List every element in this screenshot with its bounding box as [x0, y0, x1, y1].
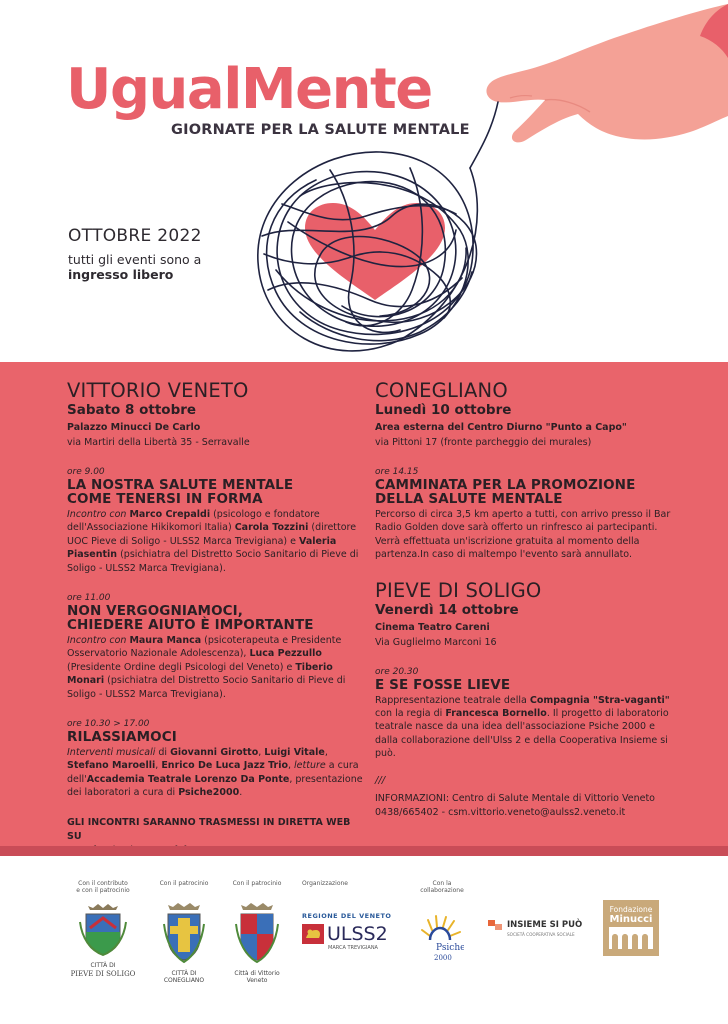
event-title-line: CAMMINATA PER LA PROMOZIONE: [375, 477, 636, 493]
logo-pieve-di-soligo: [70, 880, 136, 978]
desc-text: Rappresentazione teatrale della: [375, 694, 530, 706]
desc-text: (Presidente Ordine degli Psicologi del Veneto) e: [67, 661, 296, 673]
event-date: OTTOBRE 2022: [68, 226, 202, 246]
event-day: Venerdì 14 ottobre: [375, 601, 519, 618]
event-title-line: LA NOSTRA SALUTE MENTALE: [67, 477, 294, 493]
event-description: [375, 694, 675, 761]
desc-intro: Incontro con: [67, 635, 127, 647]
venue-address: Via Guglielmo Marconi 16: [375, 636, 497, 648]
desc-text: , presentazione dei laboratori a cura di: [67, 773, 363, 799]
speaker-name: Valeria Piasentin: [67, 535, 337, 561]
free-entry-bold: ingresso libero: [68, 267, 174, 282]
event-title-line: CHIEDERE AIUTO È IMPORTANTE: [67, 617, 314, 634]
event-time: ore 20.30: [375, 666, 419, 677]
desc-intro: Interventi musicali: [67, 747, 156, 759]
desc-text: ,: [288, 760, 295, 772]
desc-text: a cura dell': [67, 760, 359, 785]
event-item: [67, 467, 367, 575]
event-title-line: NON VERGOGNIAMOCI,: [67, 603, 244, 620]
info-line: INFORMAZIONI: Centro di Salute Mentale di Vittorio Veneto: [375, 792, 655, 804]
program-panel: [0, 362, 728, 856]
event-item: [67, 719, 367, 800]
performer-name: Giovanni Girotto: [170, 747, 259, 759]
logo-caption: Con il patrocinio: [232, 880, 282, 887]
logo-insieme-si-puo: [486, 880, 586, 937]
hand-icon: [486, 4, 728, 142]
event-item: [375, 467, 675, 562]
heart-icon: [305, 203, 445, 300]
desc-text: (psichiatra del Distretto Socio Sanitario di Pieve di Soligo - ULSS2 Marca Trevigiana).: [67, 675, 346, 700]
logo-caption: Organizzazione: [302, 880, 348, 887]
event-title: UgualMente: [66, 57, 432, 122]
lion-emblem-icon: [302, 924, 324, 944]
event-description: [67, 746, 367, 800]
live-stream-notice: GLI INCONTRI SARANNO TRASMESSI IN DIRETTA WEB SU: [67, 816, 351, 842]
info-contact: [375, 792, 675, 820]
desc-text: con la regia di: [375, 708, 446, 720]
speaker-name: Maura Manca: [129, 635, 202, 647]
logo-psiche2000: [412, 880, 472, 968]
venue-name: Palazzo Minucci De Carlo: [67, 422, 201, 433]
event-title-line: E SE FOSSE LIEVE: [375, 676, 511, 693]
crest-pieve-icon: [78, 902, 128, 956]
logo-caption: e con il patrocinio: [76, 887, 130, 894]
logo-text: CITTÀ DI CONEGLIANO: [163, 970, 205, 984]
event-item: [375, 667, 675, 761]
organization-name: Accademia Teatrale Lorenzo Da Ponte: [86, 773, 290, 785]
venue-name: Area esterna del Centro Diurno "Punto a Capo": [375, 422, 627, 433]
event-description: [67, 634, 367, 701]
desc-text: .: [239, 787, 243, 799]
event-day: Lunedì 10 ottobre: [375, 402, 512, 418]
performer-name: Enrico De Luca Jazz Trio: [161, 760, 288, 772]
desc-text: (psichiatra del Distretto Socio Sanitario di Pieve di Soligo - ULSS2 Marca Trevigiana).: [67, 549, 359, 574]
logo-text: Minucci: [609, 914, 653, 925]
venue-name: Cinema Teatro Careni: [375, 621, 490, 633]
logo-caption: Con il patrocinio: [159, 880, 209, 887]
performer-name: Luigi Vitale: [264, 747, 325, 759]
company-name: Compagnia "Stra-vaganti": [529, 694, 670, 706]
event-day: Sabato 8 ottobre: [67, 402, 197, 418]
event-item: [67, 593, 367, 701]
city-heading: PIEVE DI SOLIGO: [375, 578, 542, 602]
desc-text: ,: [258, 747, 265, 759]
logo-text: 2000: [434, 954, 452, 962]
event-subtitle: GIORNATE PER LA SALUTE MENTALE: [171, 122, 470, 138]
program-column-right: [375, 380, 675, 820]
logo-vittorio-veneto: [226, 880, 288, 984]
thread-scribble-icon: [258, 102, 498, 351]
organization-name: Psiche2000: [178, 787, 240, 799]
director-name: Francesca Bornello: [445, 708, 547, 720]
performer-name: Stefano Maroelli: [67, 760, 156, 772]
logo-caption: Con la collaborazione: [420, 880, 464, 894]
event-title-line: RILASSIAMOCI: [67, 729, 177, 746]
desc-text: (psicologo e fondatore dell'Associazione Hikikomori Italia): [67, 509, 320, 534]
speaker-name: Carola Tozzini: [234, 522, 309, 534]
crest-vittorio-icon: [234, 902, 280, 964]
desc-intro: Incontro con: [67, 509, 127, 520]
event-time: ore 10.30 > 17.00: [67, 719, 150, 730]
free-entry-line: tutti gli eventi sono a: [68, 252, 202, 267]
logo-text: Fondazione: [609, 905, 653, 914]
logo-text: Psiche: [436, 943, 464, 953]
event-time: ore 14.15: [375, 467, 419, 477]
info-contact-details[interactable]: 0438/665402 - csm.vittorio.veneto@aulss2.veneto.it: [375, 806, 626, 818]
venue-address: via Martiri della Libertà 35 - Serravalle: [67, 437, 250, 448]
speaker-name: Luca Pezzullo: [249, 648, 322, 660]
event-description: [67, 508, 367, 575]
logo-caption: Con il contributo: [78, 880, 128, 887]
desc-text: ,: [324, 747, 328, 759]
venue-address: via Pittoni 17 (fronte parcheggio dei murales): [375, 437, 592, 448]
city-heading: CONEGLIANO: [375, 379, 508, 402]
logo-text: PIEVE DI SOLIGO: [70, 970, 136, 978]
logo-fondazione-minucci: [603, 900, 659, 956]
logo-text: INSIEME SI PUÒ: [507, 920, 583, 930]
event-time: ore 11.00: [67, 593, 111, 604]
logo-conegliano: [154, 880, 214, 984]
program-column-vittorio-veneto: [67, 380, 367, 858]
desc-italic: letture: [294, 760, 326, 772]
desc-text: di: [155, 747, 171, 759]
logo-text: Città di Vittorio Veneto: [234, 970, 280, 984]
desc-text: (psicoterapeuta e Presidente Osservatorio Nazionale Adolescenza),: [67, 635, 342, 660]
crest-conegliano-icon: [162, 902, 206, 964]
speaker-name: Marco Crepaldi: [129, 509, 211, 520]
divider-slashes: ///: [375, 774, 386, 786]
event-description: Percorso di circa 3,5 km aperto a tutti, con arrivo presso il Bar Radio Golden dove sarà offerto un rinfresco ai partecipanti. Verrà effettuata un'iscrizione gratuita al momento della partenza.In caso di maltempo l'evento sarà annullato.: [375, 509, 671, 561]
event-title-line: DELLA SALUTE MENTALE: [375, 491, 563, 507]
hand-heart-illustration: [0, 0, 728, 370]
arches-icon: [609, 927, 653, 949]
logo-ulss2: [302, 880, 394, 951]
desc-text: . Il progetto di laboratorio teatrale nasce da una idea dell'associazione Psiche 2000 e dalla collaborazione dell'Ulss 2 e della Cooperativa Insieme si può.: [375, 708, 669, 760]
logo-text: MARCA TREVIGIANA: [328, 945, 378, 951]
logo-text: SOCIETÀ COOPERATIVA SOCIALE: [507, 932, 575, 937]
speaker-name: Tiberio Monari: [67, 661, 333, 687]
panel-bottom-rule: [0, 846, 728, 856]
event-title-line: COME TENERSI IN FORMA: [67, 491, 263, 507]
insieme-mark-icon: [486, 918, 504, 932]
sun-emblem-icon: [420, 912, 464, 964]
logo-text: ULSS2: [327, 923, 388, 945]
event-time: ore 9.00: [67, 467, 105, 477]
city-heading: VITTORIO VENETO: [67, 379, 249, 402]
logo-text: REGIONE DEL VENETO: [302, 912, 392, 920]
logo-text: CITTÀ DI: [90, 962, 116, 969]
desc-text: (direttore UOC Pieve di Soligo - ULSS2 Marca Trevigiana) e: [67, 522, 357, 547]
desc-text: ,: [155, 760, 162, 772]
